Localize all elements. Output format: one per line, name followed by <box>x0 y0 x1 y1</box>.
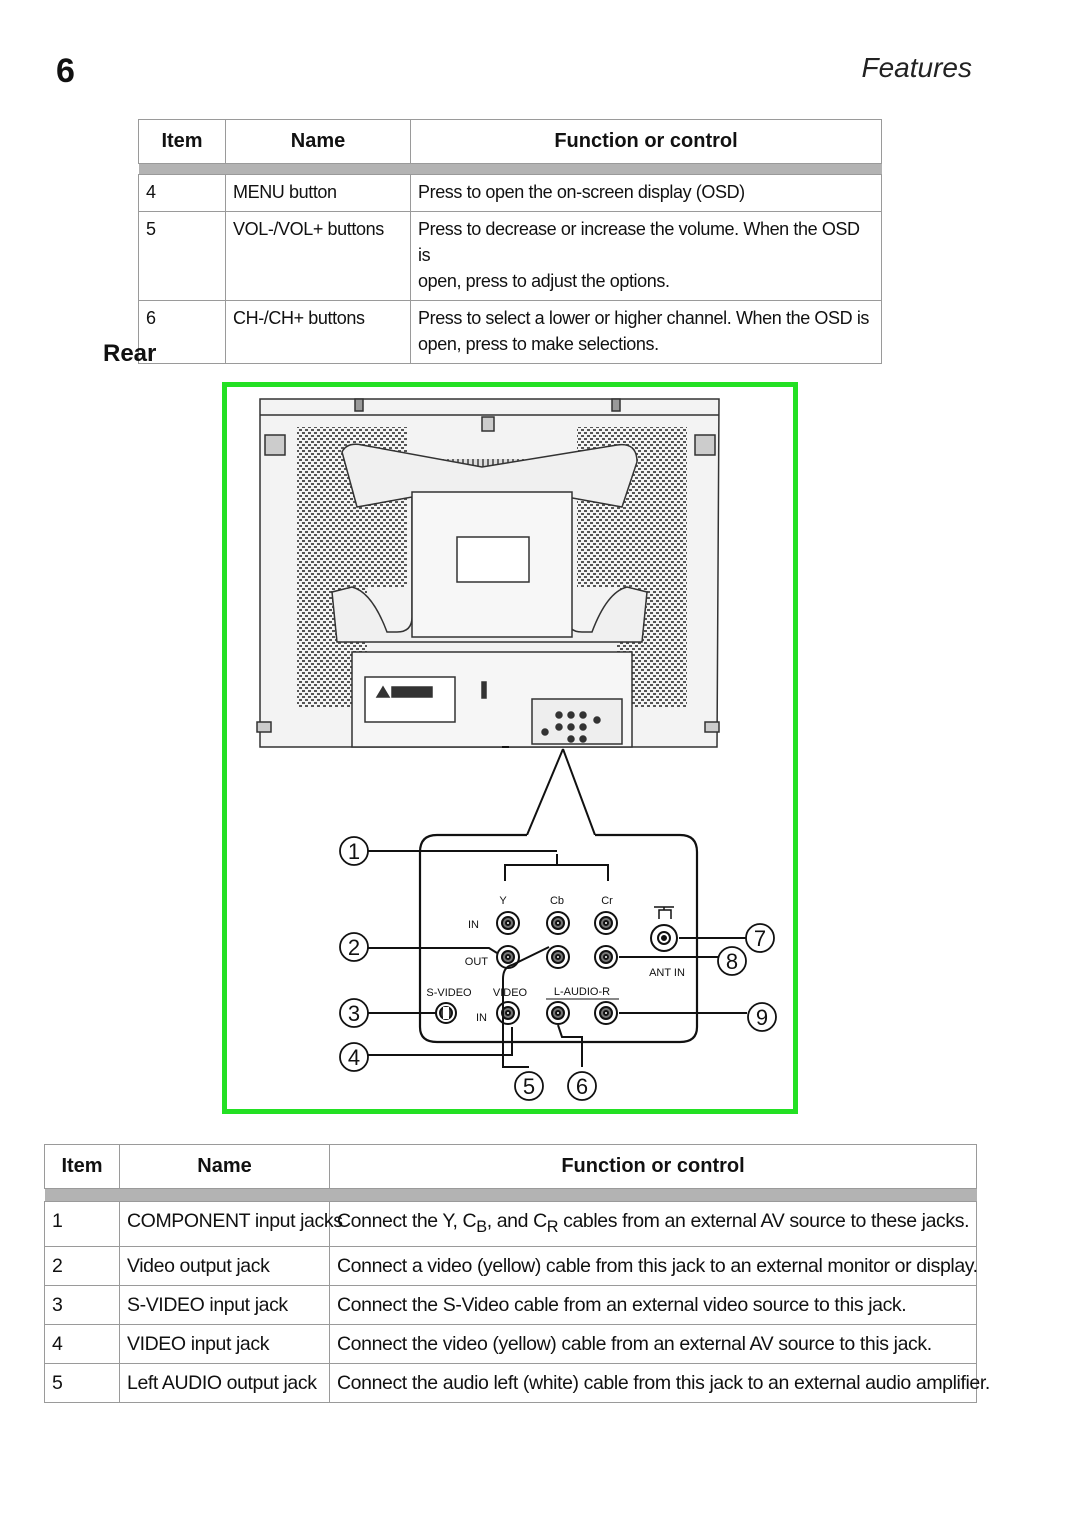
callout-2 <box>340 933 368 961</box>
item-name: MENU button <box>226 175 411 212</box>
header-function: Function or control <box>411 120 882 164</box>
item-number: 4 <box>139 175 226 212</box>
table-row <box>139 175 882 212</box>
label-audio: L-AUDIO-R <box>553 986 611 998</box>
header-function: Function or control <box>330 1145 977 1189</box>
item-function <box>411 212 882 301</box>
item-number: 2 <box>45 1246 120 1285</box>
item-number: 5 <box>139 212 226 301</box>
table-row <box>45 1363 977 1402</box>
item-function: Connect the S-Video cable from an external video source to this jack. <box>330 1285 977 1324</box>
callout-9 <box>748 1003 776 1031</box>
tv-cabinet <box>257 399 719 747</box>
label-s-video: S-VIDEO <box>426 987 472 999</box>
item-name: S-VIDEO input jack <box>120 1285 330 1324</box>
function-line: Press to decrease or increase the volume. When the OSD is <box>418 219 860 265</box>
video-in-jack <box>497 1002 519 1024</box>
item-number: 5 <box>45 1363 120 1402</box>
svg-text:6: 6 <box>575 1074 589 1099</box>
item-function: Connect the audio left (white) cable from this jack to an external audio amplifier. <box>330 1363 977 1402</box>
svg-text:9: 9 <box>755 1005 769 1030</box>
callout-5 <box>515 1072 543 1100</box>
table-row <box>139 301 882 364</box>
label-ant-in: ANT IN <box>649 967 685 979</box>
audio-left-in-jack <box>547 1002 569 1024</box>
item-name: Left AUDIO output jack <box>120 1363 330 1402</box>
callout-8 <box>718 947 746 975</box>
function-line: open, press to make selections. <box>418 334 659 354</box>
function-line: open, press to adjust the options. <box>418 271 670 291</box>
callout-4 <box>340 1043 368 1071</box>
item-function: Connect the video (yellow) cable from an external AV source to this jack. <box>330 1324 977 1363</box>
item-number: 3 <box>45 1285 120 1324</box>
page-number: 6 <box>56 52 75 90</box>
label-in-lower: IN <box>476 1012 487 1024</box>
callout-3 <box>340 999 368 1027</box>
table-header-row <box>139 120 882 164</box>
label-video: VIDEO <box>492 987 528 999</box>
audio-left-out-jack <box>547 946 569 968</box>
audio-right-out-jack <box>595 946 617 968</box>
label-cr: Cr <box>601 895 613 907</box>
item-number: 1 <box>45 1202 120 1247</box>
antenna-jack <box>651 925 677 951</box>
header-item: Item <box>139 120 226 164</box>
callout-1 <box>340 837 368 865</box>
component-cr-jack <box>595 912 617 934</box>
video-out-jack <box>497 946 519 968</box>
label-y: Y <box>499 895 507 907</box>
svg-text:8: 8 <box>725 949 739 974</box>
function-line: Press to select a lower or higher channel. When the OSD is <box>418 308 870 328</box>
item-function: Press to open the on-screen display (OSD) <box>411 175 882 212</box>
label-out: OUT <box>464 956 488 968</box>
running-header: Features <box>861 52 972 83</box>
svg-text:5: 5 <box>522 1074 536 1099</box>
item-function <box>411 301 882 364</box>
item-name: COMPONENT input jacks <box>120 1202 330 1247</box>
table-row <box>45 1324 977 1363</box>
svg-text:3: 3 <box>347 1001 361 1026</box>
table-row <box>45 1285 977 1324</box>
rear-panel-illustration <box>227 387 793 1109</box>
component-y-jack <box>497 912 519 934</box>
front-controls-table <box>138 119 882 364</box>
s-video-jack <box>436 1003 456 1023</box>
item-function: Connect a video (yellow) cable from this jack to an external monitor or display. <box>330 1246 977 1285</box>
table-row <box>139 212 882 301</box>
svg-text:1: 1 <box>347 839 361 864</box>
item-number: 6 <box>139 301 226 364</box>
audio-right-in-jack <box>595 1002 617 1024</box>
table-header-row <box>45 1145 977 1189</box>
header-item: Item <box>45 1145 120 1189</box>
table-row <box>45 1246 977 1285</box>
header-name: Name <box>226 120 411 164</box>
callout-7 <box>746 924 774 952</box>
item-name: Video output jack <box>120 1246 330 1285</box>
rear-panel-diagram <box>222 382 798 1114</box>
table-row <box>45 1202 977 1247</box>
label-in: IN <box>468 919 479 931</box>
svg-text:4: 4 <box>347 1045 361 1070</box>
component-cb-jack <box>547 912 569 934</box>
rear-connections-table <box>44 1144 990 1403</box>
label-cb: Cb <box>549 895 565 907</box>
svg-text:2: 2 <box>347 935 361 960</box>
item-name: VIDEO input jack <box>120 1324 330 1363</box>
section-title: Rear <box>103 340 157 367</box>
header-name: Name <box>120 1145 330 1189</box>
callout-6 <box>568 1072 596 1100</box>
item-name: VOL-/VOL+ buttons <box>226 212 411 301</box>
item-name: CH-/CH+ buttons <box>226 301 411 364</box>
item-function: Connect the Y, $C_B$, and $C_R$ cables from an external AV source to these jacks. <box>330 1202 977 1247</box>
item-number: 4 <box>45 1324 120 1363</box>
svg-text:7: 7 <box>753 926 767 951</box>
